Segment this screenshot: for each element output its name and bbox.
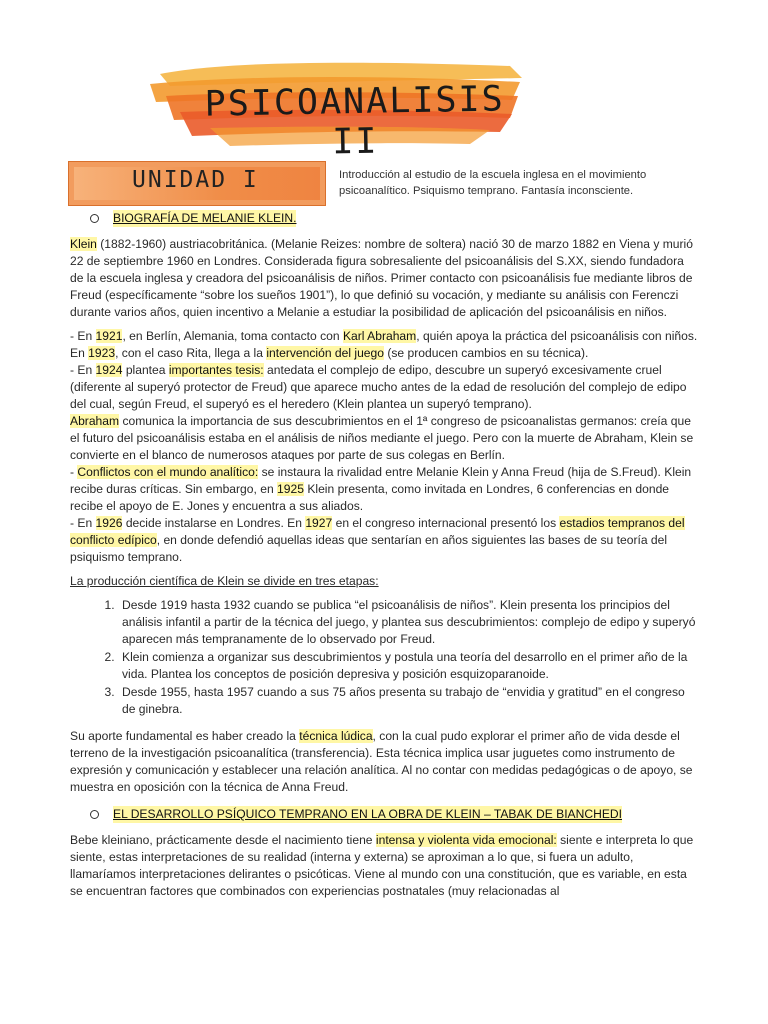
etapas-list: [70, 597, 700, 718]
paragraph-tecnica-ludica: Su aporte fundamental es haber creado la técnica lúdica, con la cual pudo explorar el primer año de vida desde el terreno de la investigación psicoanalítica (transferencia). Esta técnica implica usar juguetes como instrumento de expresión y comunicación y establecer una relación analítica. Al no contar con medidas pedagógicas o de apoyo, se muestra en oposición con la técnica de Anna Freud.: [70, 729, 693, 794]
heading-text: BIOGRAFÍA DE MELANIE KLEIN.: [113, 211, 297, 225]
paragraph-abraham: Abraham comunica la importancia de sus descubrimientos en el 1ª congreso de psicoanalistas germanos: creía que el futuro del psicoanálisis estaba en el análisis de niños mediante el juego. Pero con la muerte de Abraham, Klein se convierte en el blanco de numerosos ataques por parte de sus colegas en Berlín.: [70, 414, 694, 462]
list-item: 2. Klein comienza a organizar sus descubrimientos y postula una teoría del desarrollo en el primer año de la vida. Plantea los conceptos de posición depresiva y posición esquizoparanoide.: [118, 649, 700, 683]
heading-text: EL DESARROLLO PSÍQUICO TEMPRANO EN LA OBRA DE KLEIN – TABAK DE BIANCHEDI: [113, 807, 622, 821]
section-heading-desarrollo: [90, 806, 700, 823]
document-body: [70, 210, 700, 907]
list-item: 3. Desde 1955, hasta 1957 cuando a sus 75 años presenta su trabajo de “envidia y gratitud” en el congreso de ginebra.: [118, 684, 700, 718]
paragraph-1924: - En 1924 plantea importantes tesis: antedata el complejo de edipo, descubre un superyó excesivamente cruel (diferente al superyó protector de Freud) que aparece mucho antes de la edad de resolución del complejo de edipo del cual, según Freud, el superyó es el heredero (Klein plantea un superyó temprano).: [70, 363, 687, 411]
unit-label: UNIDAD I: [132, 167, 259, 193]
paragraph-conflictos: - Conflictos con el mundo analítico: se instaura la rivalidad entre Melanie Klein y Anna Freud (hija de S.Freud). Klein recibe duras críticas. Sin embargo, en 1925 Klein presenta, como invitada en Londres, 6 conferencias en donde recibe el apoyo de E. Jones y encuentra a sus aliados.: [70, 465, 692, 513]
circle-bullet-icon: [90, 810, 99, 819]
paragraph-bebe-kleiniano: Bebe kleiniano, prácticamente desde el nacimiento tiene intensa y violenta vida emocional: siente e interpreta lo que siente, estas interpretaciones de su realidad (interna y externa) se aproximan a lo que, si fuera un adulto, llamaríamos interpretaciones delirantes o psicóticas. Viene al mundo con una constitución, que es variable, en esta se encuentran factores que combinados con experiencias postnatales (muy relacionadas al: [70, 833, 694, 898]
paragraph-1921: - En 1921, en Berlín, Alemania, toma contacto con Karl Abraham, quién apoya la práctica del psicoanálisis con niños. En 1923, con el caso Rita, llega a la intervención del juego (se producen cambios en su técnica).: [70, 329, 698, 360]
paragraph-1926: - En 1926 decide instalarse en Londres. En 1927 en el congreso internacional presentó los estadios tempranos del conflicto edípico, en donde defendió aquellas ideas que sentarían en años siguientes las bases de su teoría del psiquismo temprano.: [70, 516, 685, 564]
unit-intro: Introducción al estudio de la escuela inglesa en el movimiento psicoanalítico. Psiquismo temprano. Fantasía inconsciente.: [339, 169, 647, 197]
list-item: 1. Desde 1919 hasta 1932 cuando se publica “el psicoanálisis de niños”. Klein presenta los principios del análisis infantil a partir de la técnica del juego, y plantea sus descubrimientos: complejo de edipo y superyó aparecen más tempranamente de lo observado por Freud.: [118, 597, 700, 648]
page-title: PSICOANALISIS II: [204, 79, 505, 163]
paragraph-intro: Klein (1882-1960) austriacobritánica. (Melanie Reizes: nombre de soltera) nació 30 de marzo 1882 en Viena y murió 22 de septiembre 1960 en Londres. Considerada figura sobresaliente del psicoanálisis del S.XX, siendo fundadora de la escuela inglesa y creadora del psicoanálisis de niños. Primer contacto con psicoanálisis fue mediante libros de Freud (específicamente “sobre los sueños 1901”), lo que definió su vocación, y mediante su análisis con Ferenczi durante varios años, quien incentivo a Melanie a estudiar la posibilidad de aplicación del psicoanálisis en niños.: [70, 237, 693, 319]
etapas-title: La producción científica de Klein se divide en tres etapas:: [70, 574, 379, 588]
circle-bullet-icon: [90, 214, 99, 223]
section-heading-biografia: [90, 210, 700, 227]
